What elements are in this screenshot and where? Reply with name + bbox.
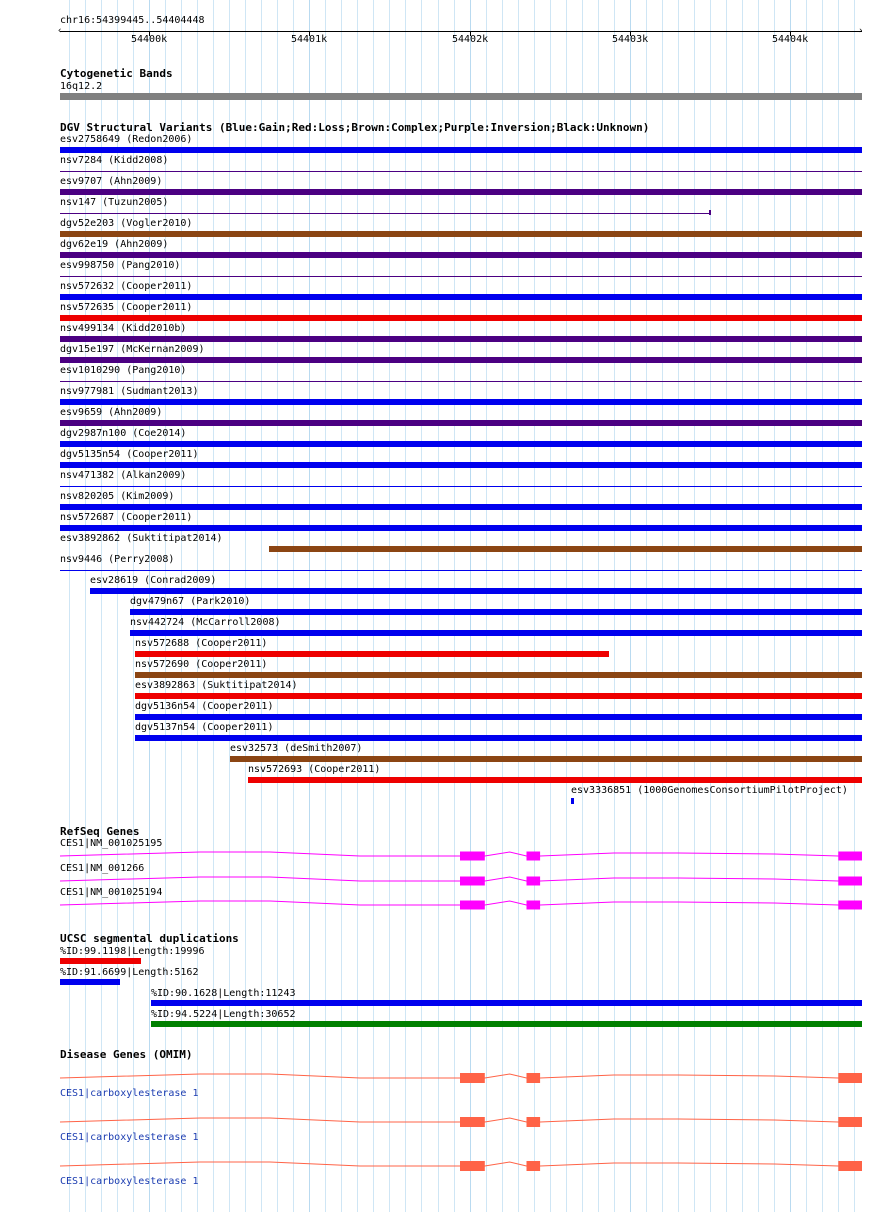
variant-label[interactable]: dgv5137n54 (Cooper2011) (135, 722, 274, 733)
ruler-tick-label: 54403k (612, 34, 649, 45)
variant-label[interactable]: nsv572687 (Cooper2011) (60, 512, 193, 523)
segdup-label[interactable]: %ID:90.1628|Length:11243 (151, 988, 296, 999)
refseq-track-title: RefSeq Genes (60, 825, 140, 838)
omim-gene-exon (460, 1161, 485, 1171)
refseq-gene-label[interactable]: CES1|NM_001025194 (60, 887, 163, 898)
ruler-tick-label: 54402k (452, 34, 489, 45)
segdup-label[interactable]: %ID:91.6699|Length:5162 (60, 967, 199, 978)
variant-label[interactable]: esv32573 (deSmith2007) (230, 743, 363, 754)
variant-label[interactable]: nsv7284 (Kidd2008) (60, 155, 169, 166)
variant-label[interactable]: nsv572693 (Cooper2011) (248, 764, 381, 775)
variant-label[interactable]: nsv499134 (Kidd2010b) (60, 323, 187, 334)
variant-label[interactable]: nsv977981 (Sudmant2013) (60, 386, 199, 397)
variant-label[interactable]: dgv479n67 (Park2010) (130, 596, 251, 607)
variant-label[interactable]: esv1010290 (Pang2010) (60, 365, 187, 376)
variant-label[interactable]: dgv2987n100 (Coe2014) (60, 428, 187, 439)
variant-label[interactable]: nsv572635 (Cooper2011) (60, 302, 193, 313)
variant-label[interactable]: nsv820205 (Kim2009) (60, 491, 175, 502)
locus-label: chr16:54399445..54404448 (60, 15, 205, 26)
variant-label[interactable]: nsv442724 (McCarroll2008) (130, 617, 281, 628)
variant-label[interactable]: dgv52e203 (Vogler2010) (60, 218, 193, 229)
omim-gene-exon (838, 1161, 862, 1171)
omim-track-title: Disease Genes (OMIM) (60, 1048, 193, 1061)
variant-label[interactable]: esv998750 (Pang2010) (60, 260, 181, 271)
cytoband-label: 16q12.2 (60, 81, 103, 92)
variant-label[interactable]: esv9659 (Ahn2009) (60, 407, 163, 418)
omim-gene-label[interactable]: CES1|carboxylesterase 1 (60, 1088, 199, 1099)
variant-label[interactable]: esv9707 (Ahn2009) (60, 176, 163, 187)
variant-label[interactable]: dgv5135n54 (Cooper2011) (60, 449, 199, 460)
cytoband-track-title: Cytogenetic Bands (60, 67, 173, 80)
ruler-tick-label: 54401k (291, 34, 328, 45)
variant-label[interactable]: dgv62e19 (Ahn2009) (60, 239, 169, 250)
ruler-right-arrow-icon: › (858, 26, 864, 36)
dgv-track-title: DGV Structural Variants (Blue:Gain;Red:Loss;Brown:Complex;Purple:Inversion;Black:Unknown) (60, 121, 650, 134)
segdup-label[interactable]: %ID:99.1198|Length:19996 (60, 946, 205, 957)
ruler-tick-label: 54404k (772, 34, 809, 45)
variant-label[interactable]: nsv147 (Tuzun2005) (60, 197, 169, 208)
variant-label[interactable]: esv2758649 (Redon2006) (60, 134, 193, 145)
ruler-tick-label: 54400k (131, 34, 168, 45)
ruler-left-arrow-icon: ‹ (57, 26, 63, 36)
variant-label[interactable]: nsv572690 (Cooper2011) (135, 659, 268, 670)
variant-label[interactable]: dgv15e197 (McKernan2009) (60, 344, 205, 355)
variant-label[interactable]: esv3892863 (Suktitipat2014) (135, 680, 298, 691)
variant-label[interactable]: nsv471382 (Alkan2009) (60, 470, 187, 481)
variant-label[interactable]: dgv5136n54 (Cooper2011) (135, 701, 274, 712)
omim-gene-label[interactable]: CES1|carboxylesterase 1 (60, 1132, 199, 1143)
variant-label[interactable]: esv3336851 (1000GenomesConsortiumPilotProject) (571, 785, 848, 796)
variant-label[interactable]: esv28619 (Conrad2009) (90, 575, 217, 586)
variant-label[interactable]: nsv572688 (Cooper2011) (135, 638, 268, 649)
refseq-gene-label[interactable]: CES1|NM_001025195 (60, 838, 163, 849)
segdup-track-title: UCSC segmental duplications (60, 932, 239, 945)
refseq-gene-label[interactable]: CES1|NM_001266 (60, 863, 145, 874)
segdup-label[interactable]: %ID:94.5224|Length:30652 (151, 1009, 296, 1020)
variant-label[interactable]: esv3892862 (Suktitipat2014) (60, 533, 223, 544)
variant-label[interactable]: nsv9446 (Perry2008) (60, 554, 175, 565)
omim-gene-exon (527, 1161, 541, 1171)
variant-label[interactable]: nsv572632 (Cooper2011) (60, 281, 193, 292)
omim-gene-label[interactable]: CES1|carboxylesterase 1 (60, 1176, 199, 1187)
